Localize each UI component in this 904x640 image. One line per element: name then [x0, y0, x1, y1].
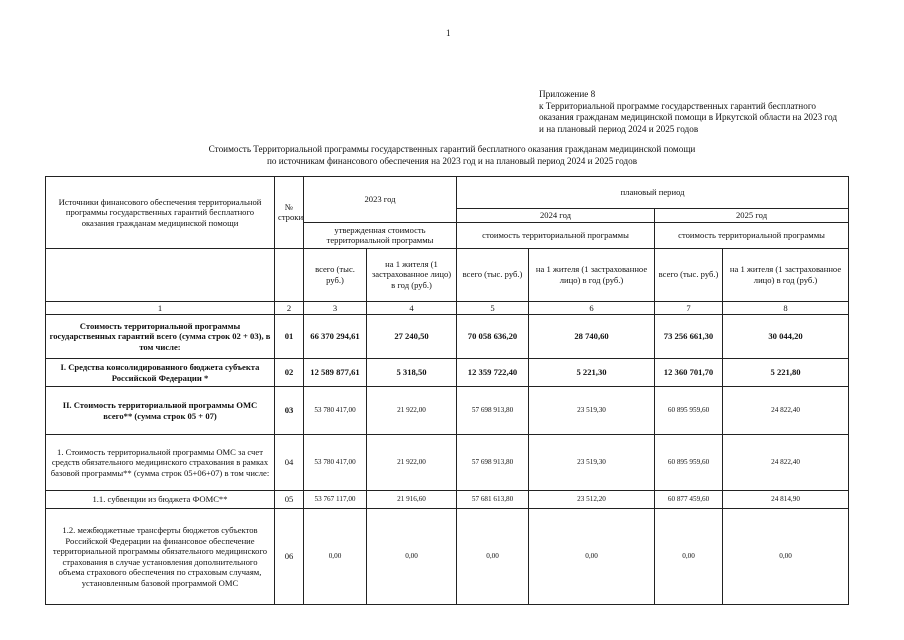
row-value: 21 922,00: [367, 435, 457, 491]
row-number: 05: [275, 491, 304, 509]
table-row: [46, 387, 849, 435]
row-value: 60 877 459,60: [655, 491, 723, 509]
page-number: 1: [446, 28, 451, 38]
row-label: 1.1. субвенции из бюджета ФОМС**: [46, 491, 275, 509]
row-value: 5 221,80: [723, 359, 849, 387]
table-row: [46, 491, 849, 509]
row-value: 73 256 661,30: [655, 315, 723, 359]
header-2025: 2025 год: [655, 209, 849, 223]
row-value: 21 922,00: [367, 387, 457, 435]
column-number: 8: [723, 301, 849, 315]
row-value: 5 318,50: [367, 359, 457, 387]
row-label: II. Стоимость территориальной программы ОМС всего** (сумма строк 05 + 07): [46, 387, 275, 435]
header-total: всего (тыс. руб.): [304, 248, 367, 301]
row-value: 0,00: [529, 509, 655, 605]
row-value: 0,00: [304, 509, 367, 605]
header-spacer: [275, 248, 304, 301]
row-number: 06: [275, 509, 304, 605]
row-value: 24 822,40: [723, 387, 849, 435]
column-number: 3: [304, 301, 367, 315]
row-value: 12 360 701,70: [655, 359, 723, 387]
row-value: 12 359 722,40: [457, 359, 529, 387]
header-total: всего (тыс. руб.): [655, 248, 723, 301]
appendix-note: [539, 89, 837, 135]
column-number: 6: [529, 301, 655, 315]
header-program-cost-2024: стоимость территориальной программы: [457, 222, 655, 248]
row-number: 04: [275, 435, 304, 491]
row-value: 12 589 877,61: [304, 359, 367, 387]
row-value: 57 698 913,80: [457, 435, 529, 491]
header-spacer: [46, 248, 275, 301]
title-line: по источникам финансового обеспечения на 2023 год и на плановый период 2024 и 2025 годов: [266, 155, 638, 166]
header-per-resident: на 1 жителя (1 застрахованное лицо) в год (руб.): [723, 248, 849, 301]
row-value: 57 698 913,80: [457, 387, 529, 435]
row-value: 57 681 613,80: [457, 491, 529, 509]
row-value: 0,00: [367, 509, 457, 605]
header-line-no: № строки: [275, 177, 304, 249]
column-number: 2: [275, 301, 304, 315]
row-label: Стоимость территориальной программы государственных гарантий всего (сумма строк 02 + 03), в том числе:: [46, 315, 275, 359]
row-value: 53 767 117,00: [304, 491, 367, 509]
column-number: 5: [457, 301, 529, 315]
row-value: 5 221,30: [529, 359, 655, 387]
header-program-cost-2025: стоимость территориальной программы: [655, 222, 849, 248]
row-value: 53 780 417,00: [304, 435, 367, 491]
financing-table: [45, 176, 849, 605]
row-value: 60 895 959,60: [655, 387, 723, 435]
row-value: 23 512,20: [529, 491, 655, 509]
header-2024: 2024 год: [457, 209, 655, 223]
row-label: I. Средства консолидированного бюджета субъекта Российской Федерации *: [46, 359, 275, 387]
header-planned-period: плановый период: [457, 177, 849, 209]
header-approved-cost: утвержденная стоимость территориальной программы: [304, 222, 457, 248]
column-number: 4: [367, 301, 457, 315]
row-value: 21 916,60: [367, 491, 457, 509]
row-value: 30 044,20: [723, 315, 849, 359]
column-number: 1: [46, 301, 275, 315]
row-value: 0,00: [723, 509, 849, 605]
row-value: 27 240,50: [367, 315, 457, 359]
row-number: 02: [275, 359, 304, 387]
column-number: 7: [655, 301, 723, 315]
appendix-line: и на плановый период 2024 и 2025 годов: [539, 123, 699, 134]
row-value: 23 519,30: [529, 387, 655, 435]
row-label: 1. Стоимость территориальной программы ОМС за счет средств обязательного медицинского страхования в рамках базовой программы** (сумма строк 05+06+07) в том числе:: [46, 435, 275, 491]
header-total: всего (тыс. руб.): [457, 248, 529, 301]
table-row: [46, 359, 849, 387]
document-title: [0, 144, 904, 167]
header-per-resident: на 1 жителя (1 застрахованное лицо) в год (руб.): [367, 248, 457, 301]
header-per-resident: на 1 жителя (1 застрахованное лицо) в год (руб.): [529, 248, 655, 301]
row-number: 03: [275, 387, 304, 435]
row-label: 1.2. межбюджетные трансферты бюджетов субъектов Российской Федерации на финансовое обеспечение территориальной программы обязательного медицинского страхования в случае установления дополнительного объема страхового обеспечения по страховым случаям, установленным базовой программой ОМС: [46, 509, 275, 605]
row-value: 53 780 417,00: [304, 387, 367, 435]
row-value: 24 822,40: [723, 435, 849, 491]
appendix-line: к Территориальной программе государственных гарантий бесплатного: [539, 100, 816, 111]
title-line: Стоимость Территориальной программы государственных гарантий бесплатного оказания гражданам медицинской помощи: [208, 144, 696, 154]
row-value: 0,00: [457, 509, 529, 605]
row-number: 01: [275, 315, 304, 359]
row-value: 60 895 959,60: [655, 435, 723, 491]
row-value: 0,00: [655, 509, 723, 605]
table-row: [46, 509, 849, 605]
row-value: 70 058 636,20: [457, 315, 529, 359]
table-row: [46, 315, 849, 359]
row-value: 28 740,60: [529, 315, 655, 359]
row-value: 23 519,30: [529, 435, 655, 491]
table-row: [46, 435, 849, 491]
row-value: 66 370 294,61: [304, 315, 367, 359]
header-source: Источники финансового обеспечения территориальной программы государственных гарантий бесплатного оказания гражданам медицинской помощи: [46, 177, 275, 249]
row-value: 24 814,90: [723, 491, 849, 509]
appendix-line: Приложение 8: [539, 89, 596, 99]
header-2023: 2023 год: [304, 177, 457, 223]
appendix-line: оказания гражданам медицинской помощи в Иркутской области на 2023 год: [539, 112, 838, 122]
